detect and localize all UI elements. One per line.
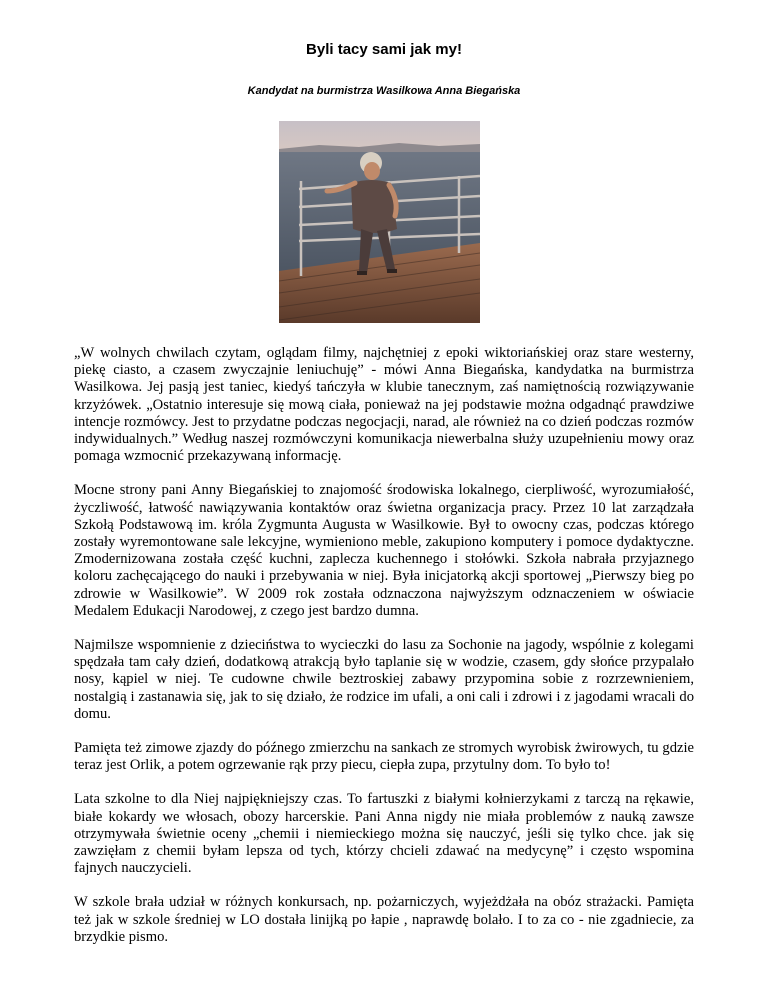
candidate-photo	[279, 121, 480, 323]
paragraph-4: Pamięta też zimowe zjazdy do późnego zmierzchu na sankach ze stromych wyrobisk żwirowych, tu gdzie teraz jest Orlik, a potem ogrzewanie rąk przy piecu, ciepła zupa, przytulny dom. To było to!	[74, 740, 694, 774]
paragraph-5: Lata szkolne to dla Niej najpiękniejszy czas. To fartuszki z białymi kołnierzykami z tarczą na rękawie, białe kokardy we włosach, obozy harcerskie. Pani Anna nigdy nie miała problemów z nauką zawsze otrzymywała świetnie oceny „chemii i niemieckiego można się nauczyć, jeśli się tylko chce. jak się zawzięłam z chemii byłam lepsza od tych, którzy chcieli zdawać na medycynę” i często wspomina fajnych nauczycieli.	[74, 791, 694, 877]
article-title: Byli tacy sami jak my!	[306, 41, 462, 58]
paragraph-2: Mocne strony pani Anny Biegańskiej to znajomość środowiska lokalnego, cierpliwość, wyrozumiałość, życzliwość, łatwość nawiązywania kontaktów oraz świetna organizacja pracy. Przez 10 lat zarządzała Szkołą Podstawową im. króla Zygmunta Augusta w Wasilkowie. Był to owocny czas, podczas którego zostały wyremontowane sale lekcyjne, wymieniono meble, zakupiono komputery i pomoce dydaktyczne. Zmodernizowana została część kuchni, zaplecza kuchennego i stołówki. Szkoła nabrała przyjaznego koloru zachęcającego do nauki i przebywania w niej. Była inicjatorką akcji sportowej „Pierwszy bieg po zdrowie w Wasilkowie”. W 2009 rok została odznaczona najwyższym odznaczeniem w oświacie Medalem Edukacji Narodowej, z czego jest bardzo dumna.	[74, 482, 694, 619]
paragraph-6: W szkole brała udział w różnych konkursach, np. pożarniczych, wyjeżdżała na obóz strażacki. Pamięta też jak w szkole średniej w LO dostała linijką po łapie , naprawdę bolało. I to za co - nie zgadniecie, za brzydkie pismo.	[74, 894, 694, 945]
paragraph-1: „W wolnych chwilach czytam, oglądam filmy, najchętniej z epoki wiktoriańskiej oraz stare westerny, piekę ciasto, a czasem zwyczajnie leniuchuję” - mówi Anna Biegańska, kandydatka na burmistrza Wasilkowa. Jej pasją jest taniec, kiedyś tańczyła w klubie tanecznym, zaś namiętnością rozwiązywanie krzyżówek. „Ostatnio interesuje się mową ciała, ponieważ na jej podstawie można odgadnąć prawdziwe intencje rozmówcy. Jest to przydatne podczas negocjacji, narad, ale również na co dzień podczas rozmów indywidualnych.” Według naszej rozmówczyni komunikacja niewerbalna służy uzupełnieniu mowy oraz pomaga wzmocnić przekazywaną informację.	[74, 345, 694, 465]
article-body	[74, 345, 694, 963]
paragraph-3: Najmilsze wspomnienie z dzieciństwa to wycieczki do lasu za Sochonie na jagody, wspólnie z kolegami spędzała tam cały dzień, dodatkową atrakcją było taplanie się w wodzie, czasem, gdy słońce przypalało nosy, kąpiel w niej. Te cudowne chwile beztroskiej zabawy przypomina sobie z rozrzewnieniem, nostalgią i zastanawia się, jak to się działo, że rodzice im ufali, a oni cali i zdrowi i z jagodami wracali do domu.	[74, 637, 694, 722]
article-subtitle: Kandydat na burmistrza Wasilkowa Anna Biegańska	[247, 85, 521, 97]
